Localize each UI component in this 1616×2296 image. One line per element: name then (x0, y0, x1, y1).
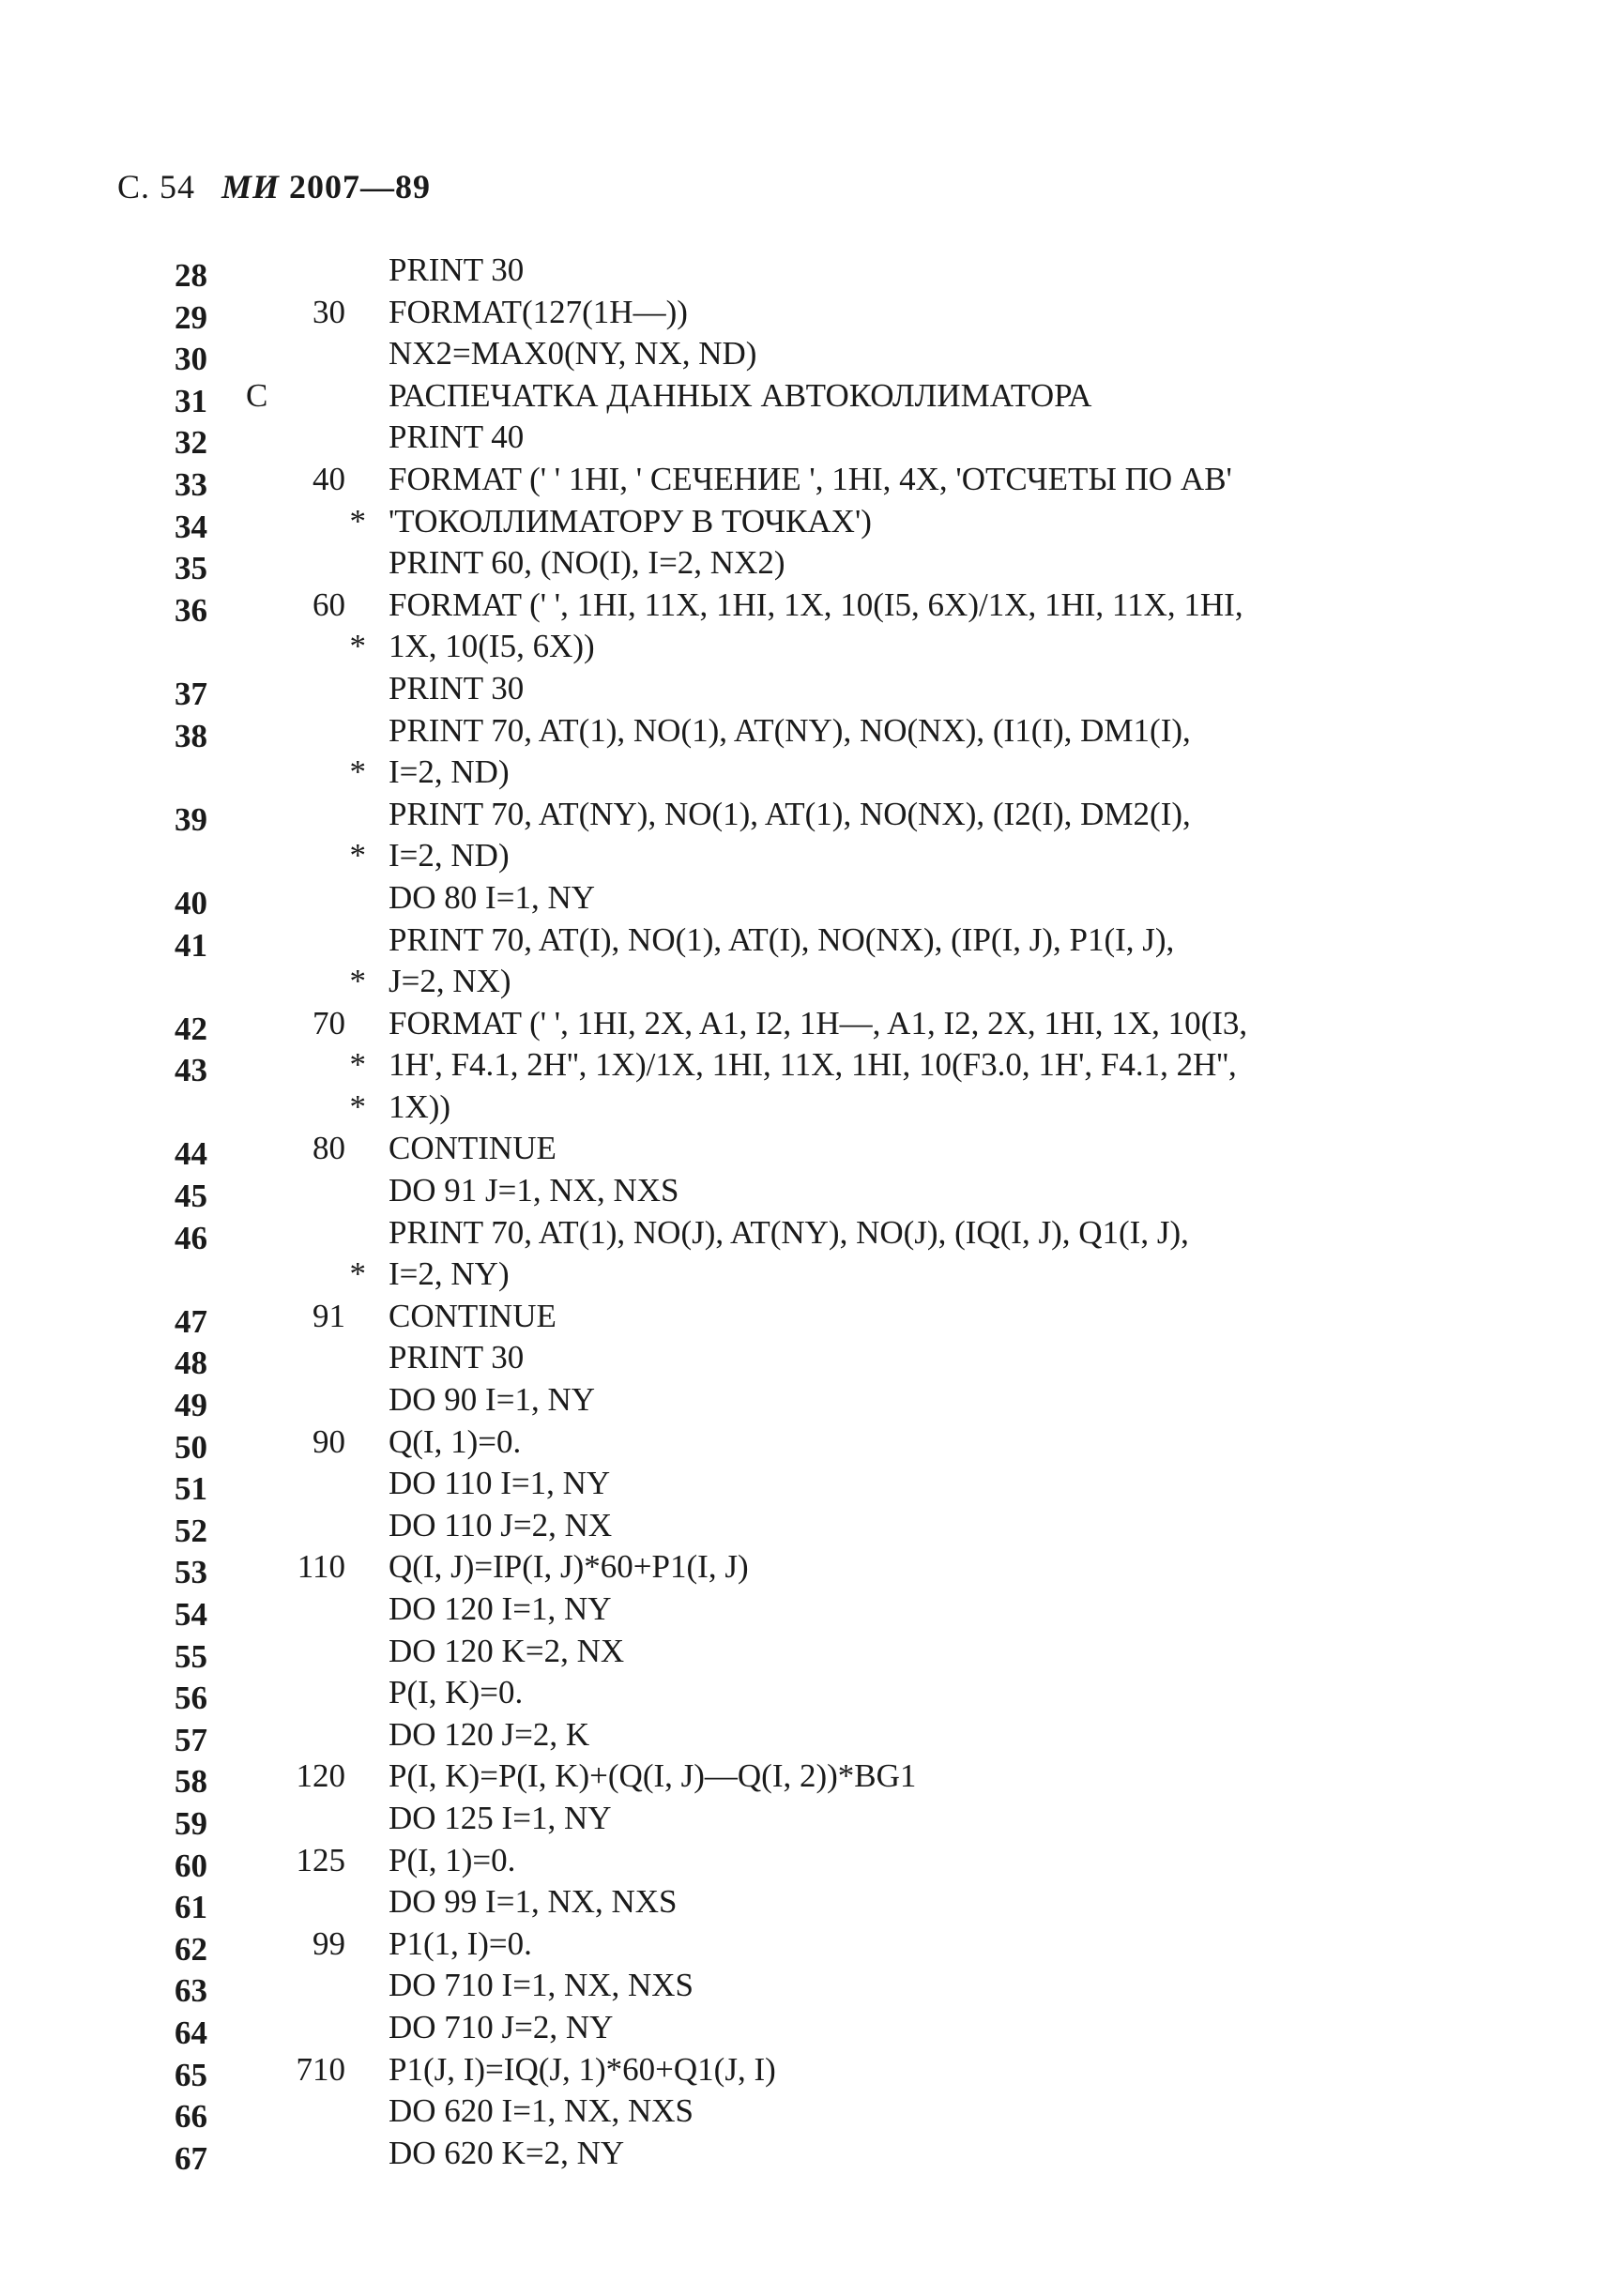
line-number: 61 (175, 1889, 207, 1926)
line-number: 35 (175, 550, 207, 587)
code-line (0, 879, 1616, 921)
code-text: DO 99 I=1, NX, NXS (389, 1883, 678, 1921)
code-text: DO 91 J=1, NX, NXS (389, 1172, 679, 1209)
continuation-marker: * (349, 1046, 366, 1084)
code-line (0, 2009, 1616, 2051)
code-text: PRINT 30 (389, 1339, 525, 1376)
code-line (0, 963, 1616, 1005)
program-listing (0, 251, 1616, 2176)
statement-label: 40 (313, 460, 345, 497)
code-line (0, 1214, 1616, 1256)
code-text: P1(1, I)=0. (389, 1924, 532, 1962)
code-line (0, 2135, 1616, 2177)
line-number: 58 (175, 1763, 207, 1801)
code-line (0, 1507, 1616, 1549)
code-line (0, 1423, 1616, 1466)
code-text: P1(J, I)=IQ(J, 1)*60+Q1(J, I) (389, 2050, 776, 2088)
line-number: 29 (175, 298, 207, 336)
code-line (0, 461, 1616, 503)
line-number: 40 (175, 884, 207, 921)
line-number: 49 (175, 1387, 207, 1424)
code-text: FORMAT(127(1H—)) (389, 293, 688, 330)
line-number: 52 (175, 1512, 207, 1549)
code-line (0, 377, 1616, 419)
code-line (0, 1590, 1616, 1633)
code-text: 1X, 10(I5, 6X)) (389, 628, 595, 665)
page-header (117, 167, 431, 206)
code-line (0, 837, 1616, 879)
continuation-marker: * (349, 502, 366, 540)
code-line (0, 1381, 1616, 1423)
line-number: 37 (175, 675, 207, 712)
code-text: CONTINUE (389, 1130, 556, 1167)
code-line (0, 628, 1616, 670)
line-number: 65 (175, 2056, 207, 2093)
code-line (0, 1005, 1616, 1047)
document-code: МИ (221, 168, 281, 205)
code-line (0, 1172, 1616, 1214)
code-text: J=2, NX) (389, 963, 511, 1000)
statement-label: 710 (296, 2050, 345, 2088)
code-text: PRINT 70, AT(I), NO(1), AT(I), NO(NX), (IP(I, J), P1(I, J), (389, 920, 1175, 958)
code-line (0, 2051, 1616, 2093)
code-text: PRINT 70, AT(NY), NO(1), AT(1), NO(NX), (I2(I), DM2(I), (389, 795, 1191, 832)
code-text: PRINT 60, (NO(I), I=2, NX2) (389, 544, 785, 582)
code-line (0, 294, 1616, 336)
line-number: 36 (175, 591, 207, 629)
continuation-marker: * (349, 628, 366, 665)
code-line (0, 251, 1616, 294)
statement-label: 70 (313, 1004, 345, 1042)
code-line (0, 1548, 1616, 1590)
code-text: DO 710 I=1, NX, NXS (389, 1967, 694, 2004)
statement-label: 99 (313, 1924, 345, 1962)
code-line (0, 1339, 1616, 1381)
line-number: 64 (175, 2014, 207, 2051)
code-line (0, 1046, 1616, 1088)
document-year: 2007—89 (289, 168, 432, 205)
code-line (0, 1298, 1616, 1340)
line-number: 38 (175, 717, 207, 754)
line-number: 50 (175, 1428, 207, 1466)
line-number: 66 (175, 2098, 207, 2136)
code-text: PRINT 30 (389, 251, 525, 288)
code-text: DO 120 I=1, NY (389, 1590, 612, 1627)
code-line (0, 418, 1616, 461)
code-text: DO 125 I=1, NY (389, 1799, 612, 1836)
line-number: 55 (175, 1637, 207, 1675)
line-number: 53 (175, 1554, 207, 1591)
line-number: 28 (175, 257, 207, 294)
line-number: 33 (175, 465, 207, 503)
continuation-marker: * (349, 1087, 366, 1125)
code-line (0, 1130, 1616, 1172)
code-text: 'ТОКОЛЛИМАТОРУ В ТОЧКАХ') (389, 502, 872, 540)
code-line (0, 796, 1616, 838)
continuation-marker: * (349, 753, 366, 791)
line-number: 54 (175, 1596, 207, 1633)
code-line (0, 1883, 1616, 1925)
code-text: 1H', F4.1, 2H'', 1X)/1X, 1HI, 11X, 1HI, 10(F3.0, 1H', F4.1, 2H'', (389, 1046, 1237, 1084)
line-number: 43 (175, 1052, 207, 1089)
line-number: 60 (175, 1847, 207, 1884)
code-text: P(I, K)=P(I, K)+(Q(I, J)—Q(I, 2))*BG1 (389, 1757, 917, 1795)
comment-marker: C (246, 376, 268, 414)
line-number: 51 (175, 1470, 207, 1508)
code-text: DO 120 K=2, NX (389, 1632, 625, 1669)
code-text: DO 710 J=2, NY (389, 2008, 614, 2045)
code-text: I=2, NY) (389, 1255, 510, 1293)
line-number: 31 (175, 382, 207, 419)
code-text: DO 620 I=1, NX, NXS (389, 2092, 694, 2130)
line-number: 46 (175, 1219, 207, 1256)
line-number: 47 (175, 1302, 207, 1340)
code-line (0, 503, 1616, 545)
statement-label: 120 (296, 1757, 345, 1795)
statement-label: 110 (297, 1548, 345, 1586)
line-number: 63 (175, 1972, 207, 2010)
code-line (0, 2092, 1616, 2135)
code-text: FORMAT (' ' 1HI, ' СЕЧЕНИЕ ', 1HI, 4X, 'ОТСЧЕТЫ ПО АВ' (389, 460, 1232, 497)
continuation-marker: * (349, 963, 366, 1000)
code-line (0, 1967, 1616, 2009)
code-text: DO 90 I=1, NY (389, 1381, 595, 1419)
code-text: PRINT 30 (389, 669, 525, 707)
code-line (0, 544, 1616, 586)
statement-label: 90 (313, 1422, 345, 1460)
code-line (0, 1088, 1616, 1131)
statement-label: 30 (313, 293, 345, 330)
code-line (0, 753, 1616, 796)
code-text: DO 80 I=1, NY (389, 878, 595, 916)
code-text: DO 110 J=2, NX (389, 1506, 613, 1543)
line-number: 41 (175, 926, 207, 964)
line-number: 44 (175, 1135, 207, 1173)
code-line (0, 1716, 1616, 1758)
line-number: 32 (175, 424, 207, 462)
code-text: DO 620 K=2, NY (389, 2134, 625, 2171)
line-number: 34 (175, 508, 207, 545)
code-text: CONTINUE (389, 1297, 556, 1334)
line-number: 45 (175, 1178, 207, 1215)
code-text: NX2=MAX0(NY, NX, ND) (389, 335, 757, 373)
code-text: P(I, K)=0. (389, 1674, 524, 1711)
code-line (0, 1633, 1616, 1675)
code-text: P(I, 1)=0. (389, 1841, 516, 1878)
page-number: С. 54 (117, 168, 196, 205)
continuation-marker: * (349, 1255, 366, 1293)
code-text: PRINT 70, AT(1), NO(J), AT(NY), NO(J), (IQ(I, J), Q1(I, J), (389, 1213, 1189, 1251)
line-number: 42 (175, 1010, 207, 1047)
code-text: 1X)) (389, 1087, 451, 1125)
line-number: 56 (175, 1680, 207, 1717)
code-line (0, 670, 1616, 712)
continuation-marker: * (349, 837, 366, 874)
line-number: 62 (175, 1930, 207, 1968)
line-number: 39 (175, 800, 207, 838)
code-line (0, 1925, 1616, 1968)
code-line (0, 335, 1616, 377)
statement-label: 80 (313, 1130, 345, 1167)
code-line (0, 1465, 1616, 1507)
code-line (0, 712, 1616, 754)
statement-label: 91 (313, 1297, 345, 1334)
code-text: FORMAT (' ', 1HI, 2X, A1, I2, 1H—, A1, I2, 2X, 1HI, 1X, 10(I3, (389, 1004, 1248, 1042)
code-text: PRINT 70, AT(1), NO(1), AT(NY), NO(NX), (I1(I), DM1(I), (389, 711, 1191, 749)
statement-label: 60 (313, 585, 345, 623)
code-text: FORMAT (' ', 1HI, 11X, 1HI, 1X, 10(I5, 6X)/1X, 1HI, 11X, 1HI, (389, 585, 1243, 623)
code-text: РАСПЕЧАТКА ДАННЫХ АВТОКОЛЛИМАТОРА (389, 376, 1092, 414)
code-line (0, 921, 1616, 964)
code-text: DO 120 J=2, K (389, 1715, 590, 1753)
line-number: 67 (175, 2139, 207, 2177)
code-text: DO 110 I=1, NY (389, 1465, 611, 1502)
code-line (0, 586, 1616, 629)
code-text: I=2, ND) (389, 753, 510, 791)
code-line (0, 1757, 1616, 1800)
code-text: Q(I, 1)=0. (389, 1422, 522, 1460)
code-text: I=2, ND) (389, 837, 510, 874)
line-number: 59 (175, 1804, 207, 1842)
code-line (0, 1800, 1616, 1842)
line-number: 48 (175, 1345, 207, 1382)
line-number: 57 (175, 1721, 207, 1758)
code-line (0, 1674, 1616, 1716)
code-text: Q(I, J)=IP(I, J)*60+P1(I, J) (389, 1548, 749, 1586)
statement-label: 125 (296, 1841, 345, 1878)
code-line (0, 1255, 1616, 1298)
code-text: PRINT 40 (389, 418, 525, 456)
code-line (0, 1842, 1616, 1884)
line-number: 30 (175, 341, 207, 378)
